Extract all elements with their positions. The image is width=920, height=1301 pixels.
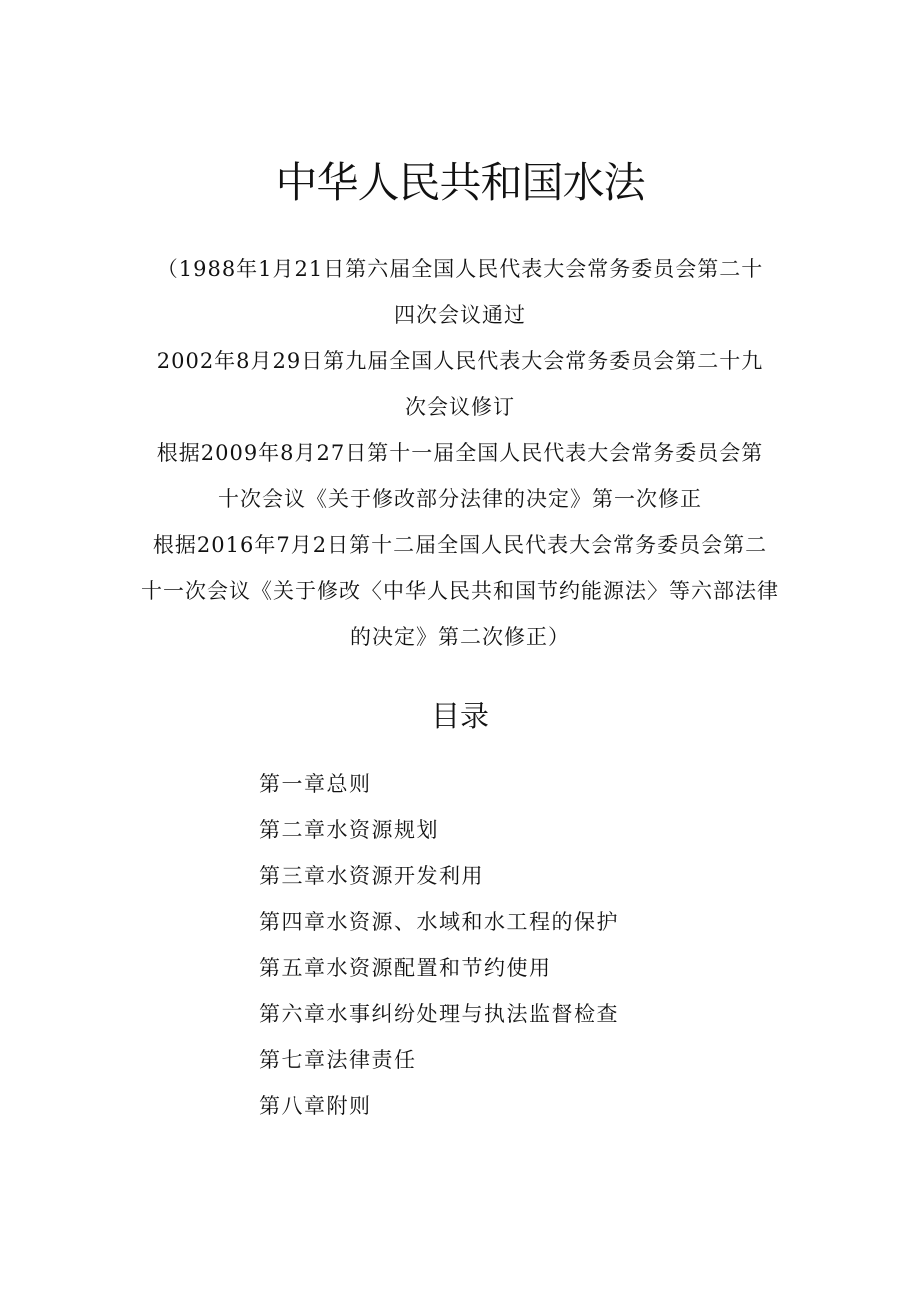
history-line: 次会议修订	[405, 395, 515, 419]
history-line: 根据2016年7月2日第十二届全国人民代表大会常务委员会第二	[152, 533, 768, 557]
history-line: 2002年8月29日第九届全国人民代表大会常务委员会第二十九	[156, 349, 764, 373]
toc-item-chapter-6: 第六章水事纠纷处理与执法监督检查	[259, 1002, 619, 1026]
toc-heading: 目录	[430, 699, 489, 733]
toc-item-chapter-8: 第八章附则	[259, 1094, 372, 1118]
history-line: 四次会议通过	[394, 303, 526, 327]
table-of-contents	[259, 762, 759, 1130]
document-title: 中华人民共和国水法	[275, 158, 645, 207]
toc-item-chapter-2: 第二章水资源规划	[259, 818, 439, 842]
toc-item-chapter-5: 第五章水资源配置和节约使用	[259, 956, 552, 980]
toc-item-chapter-7: 第七章法律责任	[259, 1048, 417, 1072]
history-line: 根据2009年8月27日第十一届全国人民代表大会常务委员会第	[156, 441, 764, 465]
history-line: （1988年1月21日第六届全国人民代表大会常务委员会第二十	[156, 257, 764, 281]
history-line: 十次会议《关于修改部分法律的决定》第一次修正	[218, 487, 702, 511]
toc-item-chapter-4: 第四章水资源、水域和水工程的保护	[259, 910, 619, 934]
amendment-history	[0, 246, 920, 660]
history-line: 的决定》第二次修正）	[350, 625, 570, 649]
toc-item-chapter-3: 第三章水资源开发利用	[259, 864, 484, 888]
history-line: 十一次会议《关于修改〈中华人民共和国节约能源法〉等六部法律	[141, 579, 779, 603]
toc-item-chapter-1: 第一章总则	[259, 772, 372, 796]
